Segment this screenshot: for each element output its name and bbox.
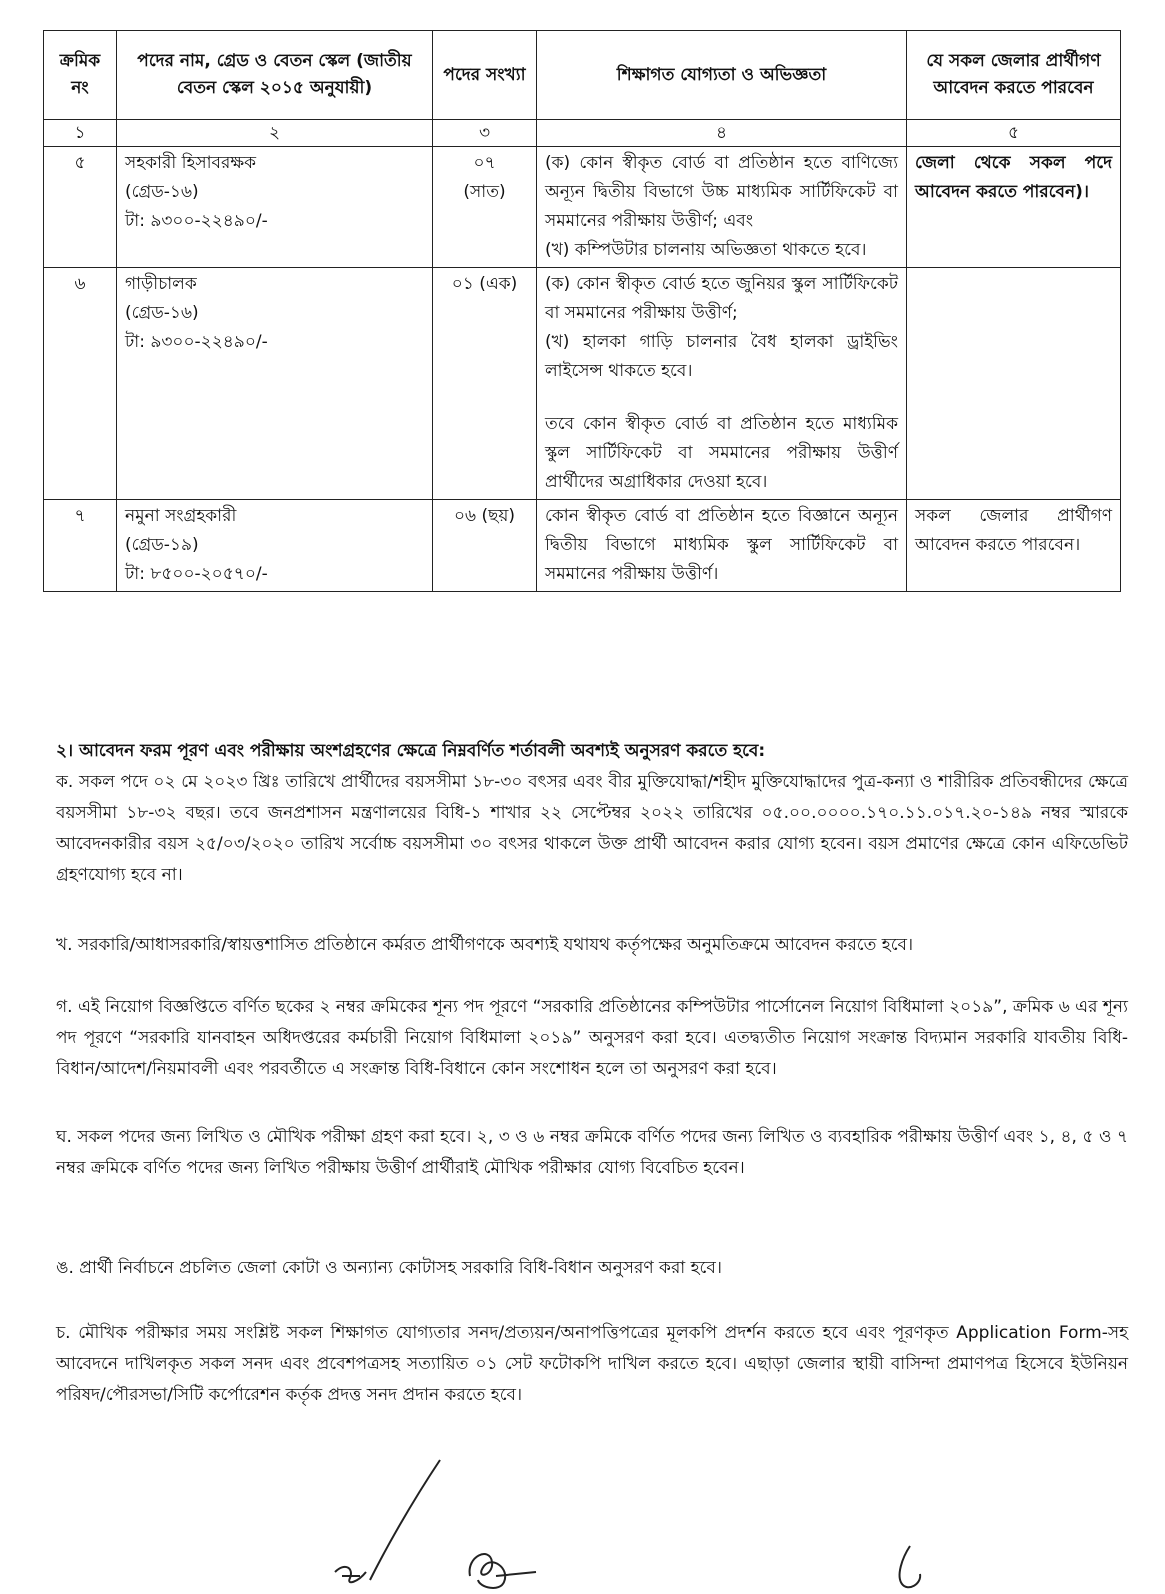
row-district-cell (907, 147, 1121, 268)
conditions-heading (56, 736, 1128, 767)
qualification-b: (খ) কম্পিউটার চালনায় অভিজ্ঞতা থাকতে হবে। (545, 240, 867, 260)
table-header-row (44, 31, 1121, 120)
post-pay-scale: টা: ৯৩০০-২২৪৯০/- (125, 332, 268, 352)
header-district: যে সকল জেলার প্রার্থীগণ আবেদন করতে পারবেন (907, 31, 1121, 120)
condition-item: গ. এই নিয়োগ বিজ্ঞপ্তিতে বর্ণিত ছকের ২ নম্বর ক্রমিকের শূন্য পদ পূরণে “সরকারি প্রতিষ্ঠানের কম্পিউটার পার্সোনেল নিয়োগ বিধিমালা ২০১৯”, ক্রমিক ৬ এর শূন্য পদ পূরণে “সরকারি যানবাহন অধিদপ্তরের কর্মচারী নিয়োগ বিধিমালা ২০১৯” অনুসরণ করা হবে। এতদ্ব্যতীত নিয়োগ সংক্রান্ত বিদ্যমান সরকারি যাবতীয় বিধি-বিধান/আদেশ/নিয়মাবলী এবং পরবর্তীতে এ সংক্রান্ত বিধি-বিধানে কোন সংশোধন হলে তা অনুসরণ করা হবে। (56, 997, 1128, 1079)
section-title: আবেদন ফরম পূরণ এবং পরীক্ষায় অংশগ্রহণের ক্ষেত্রে নিম্নবর্ণিত শর্তাবলী অবশ্যই অনুসরণ করতে হবে: (79, 741, 766, 761)
table-row (44, 500, 1121, 592)
condition-item: খ. সরকারি/আধাসরকারি/স্বায়ত্তশাসিত প্রতিষ্ঠানে কর্মরত প্রার্থীগণকে অবশ্যই যথাযথ কর্তৃপক্ষের অনুমতিক্রমে আবেদন করতে হবে। (56, 935, 914, 955)
row-post-cell (117, 500, 433, 592)
row-district-cell (907, 500, 1121, 592)
column-number: ৪ (537, 120, 907, 147)
column-number: ২ (117, 120, 433, 147)
header-serial: ক্রমিক নং (44, 31, 117, 120)
row-serial: ৫ (44, 147, 117, 268)
header-post: পদের নাম, গ্রেড ও বেতন স্কেল (জাতীয় বেতন স্কেল ২০১৫ অনুযায়ী) (117, 31, 433, 120)
conditions-section (56, 736, 1128, 891)
post-pay-scale: টা: ৯৩০০-২২৪৯০/- (125, 211, 268, 231)
signature-mark (880, 1540, 940, 1594)
qualification-preference: তবে কোন স্বীকৃত বোর্ড বা প্রতিষ্ঠান হতে মাধ্যমিক স্কুল সার্টিফিকেট বা সমমানের পরীক্ষায় উত্তীর্ণ প্রার্থীদের অগ্রাধিকার দেওয়া হবে। (545, 414, 898, 492)
condition-item: ক. সকল পদে ০২ মে ২০২৩ খ্রিঃ তারিখে প্রার্থীদের বয়সসীমা ১৮-৩০ বৎসর এবং বীর মুক্তিযোদ্ধা/শহীদ মুক্তিযোদ্ধাদের পুত্র-কন্যা ও শারীরিক প্রতিবন্ধীদের ক্ষেত্রে বয়সসীমা ১৮-৩২ বছর। তবে জনপ্রশাসন মন্ত্রণালয়ের বিধি-১ শাখার ২২ সেপ্টেম্বর ২০২২ তারিখের ০৫.০০.০০০০.১৭০.১১.০১৭.২০-১৪৯ নম্বর স্মারকে আবেদনকারীর বয়স ২৫/০৩/২০২০ তারিখ সর্বোচ্চ বয়সসীমা ৩০ বৎসর থাকলে উক্ত প্রার্থী আবেদন করার যোগ্য হবেন। বয়স প্রমাণের ক্ষেত্রে কোন এফিডেভিট গ্রহণযোগ্য হবে না। (56, 772, 1128, 885)
post-count-words: (সাত) (463, 182, 506, 202)
row-qualification-cell (537, 147, 907, 268)
row-qualification-cell (537, 268, 907, 500)
row-district-cell (907, 268, 1121, 500)
post-name: সহকারী হিসাবরক্ষক (125, 153, 257, 173)
post-pay-scale: টা: ৮৫০০-২০৫৭০/- (125, 564, 268, 584)
column-number: ১ (44, 120, 117, 147)
district-eligibility: সকল জেলার প্রার্থীগণ আবেদন করতে পারবেন। (915, 506, 1112, 555)
qualification-a: (ক) কোন স্বীকৃত বোর্ড বা প্রতিষ্ঠান হতে বাণিজ্যে অন্যূন দ্বিতীয় বিভাগে উচ্চ মাধ্যমিক সার্টিফিকেট বা সমমানের পরীক্ষায় উত্তীর্ণ; এবং (545, 153, 898, 231)
signature-mark (460, 1536, 540, 1594)
district-eligibility: জেলা থেকে সকল পদে আবেদন করতে পারবেন)। (915, 153, 1112, 202)
condition-item: ঙ. প্রার্থী নির্বাচনে প্রচলিত জেলা কোটা ও অন্যান্য কোটাসহ সরকারি বিধি-বিধান অনুসরণ করা হবে। (56, 1258, 722, 1278)
condition-item: ঘ. সকল পদের জন্য লিখিত ও মৌখিক পরীক্ষা গ্রহণ করা হবে। ২, ৩ ও ৬ নম্বর ক্রমিকে বর্ণিত পদের জন্য লিখিত ও ব্যবহারিক পরীক্ষায় উত্তীর্ণ এবং ১, ৪, ৫ ও ৭ নম্বর ক্রমিকে বর্ণিত পদের জন্য লিখিত পরীক্ষায় উত্তীর্ণ প্রার্থীরাই মৌখিক পরীক্ষার যোগ্য বিবেচিত হবেন। (56, 1127, 1128, 1178)
header-count: পদের সংখ্যা (433, 31, 537, 120)
post-name: গাড়ীচালক (125, 274, 197, 294)
row-post-cell (117, 147, 433, 268)
qualification-b: (খ) হালকা গাড়ি চালনার বৈধ হালকা ড্রাইভিং লাইসেন্স থাকতে হবে। (545, 332, 898, 381)
post-grade: (গ্রেড-১৬) (125, 182, 199, 202)
section-number: ২। (56, 741, 74, 761)
row-serial: ৬ (44, 268, 117, 500)
header-qualification: শিক্ষাগত যোগ্যতা ও অভিজ্ঞতা (537, 31, 907, 120)
post-count: ০৬ (ছয়) (433, 500, 537, 592)
row-serial: ৭ (44, 500, 117, 592)
column-number: ৫ (907, 120, 1121, 147)
post-count: ০৭ (473, 153, 496, 173)
row-post-cell (117, 268, 433, 500)
qualification-a: (ক) কোন স্বীকৃত বোর্ড হতে জুনিয়র স্কুল সার্টিফিকেট বা সমমানের পরীক্ষায় উত্তীর্ণ; (545, 274, 898, 323)
post-count: ০১ (এক) (433, 268, 537, 500)
row-count-cell (433, 147, 537, 268)
post-name: নমুনা সংগ্রহকারী (125, 506, 237, 526)
post-grade: (গ্রেড-১৯) (125, 535, 199, 555)
table-row (44, 147, 1121, 268)
column-number: ৩ (433, 120, 537, 147)
qualification-a: কোন স্বীকৃত বোর্ড বা প্রতিষ্ঠান হতে বিজ্ঞানে অন্যূন দ্বিতীয় বিভাগে মাধ্যমিক স্কুল সার্টিফিকেট বা সমমানের পরীক্ষায় উত্তীর্ণ। (545, 506, 898, 584)
vacancy-table (43, 30, 1121, 592)
post-grade: (গ্রেড-১৬) (125, 303, 199, 323)
column-number-row (44, 120, 1121, 147)
row-qualification-cell (537, 500, 907, 592)
table-row (44, 268, 1121, 500)
condition-item: চ. মৌখিক পরীক্ষার সময় সংশ্লিষ্ট সকল শিক্ষাগত যোগ্যতার সনদ/প্রত্যয়ন/অনাপত্তিপত্রের মূলকপি প্রদর্শন করতে হবে এবং পূরণকৃত Application Form-সহ আবেদনে দাখিলকৃত সকল সনদ এবং প্রবেশপত্রসহ সত্যায়িত ০১ সেট ফটোকপি দাখিল করতে হবে। এছাড়া জেলার স্থায়ী বাসিন্দা প্রমাণপত্র হিসেবে ইউনিয়ন পরিষদ/পৌরসভা/সিটি কর্পোরেশন কর্তৃক প্রদত্ত সনদ প্রদান করতে হবে। (56, 1323, 1128, 1405)
signature-mark (330, 1450, 460, 1590)
